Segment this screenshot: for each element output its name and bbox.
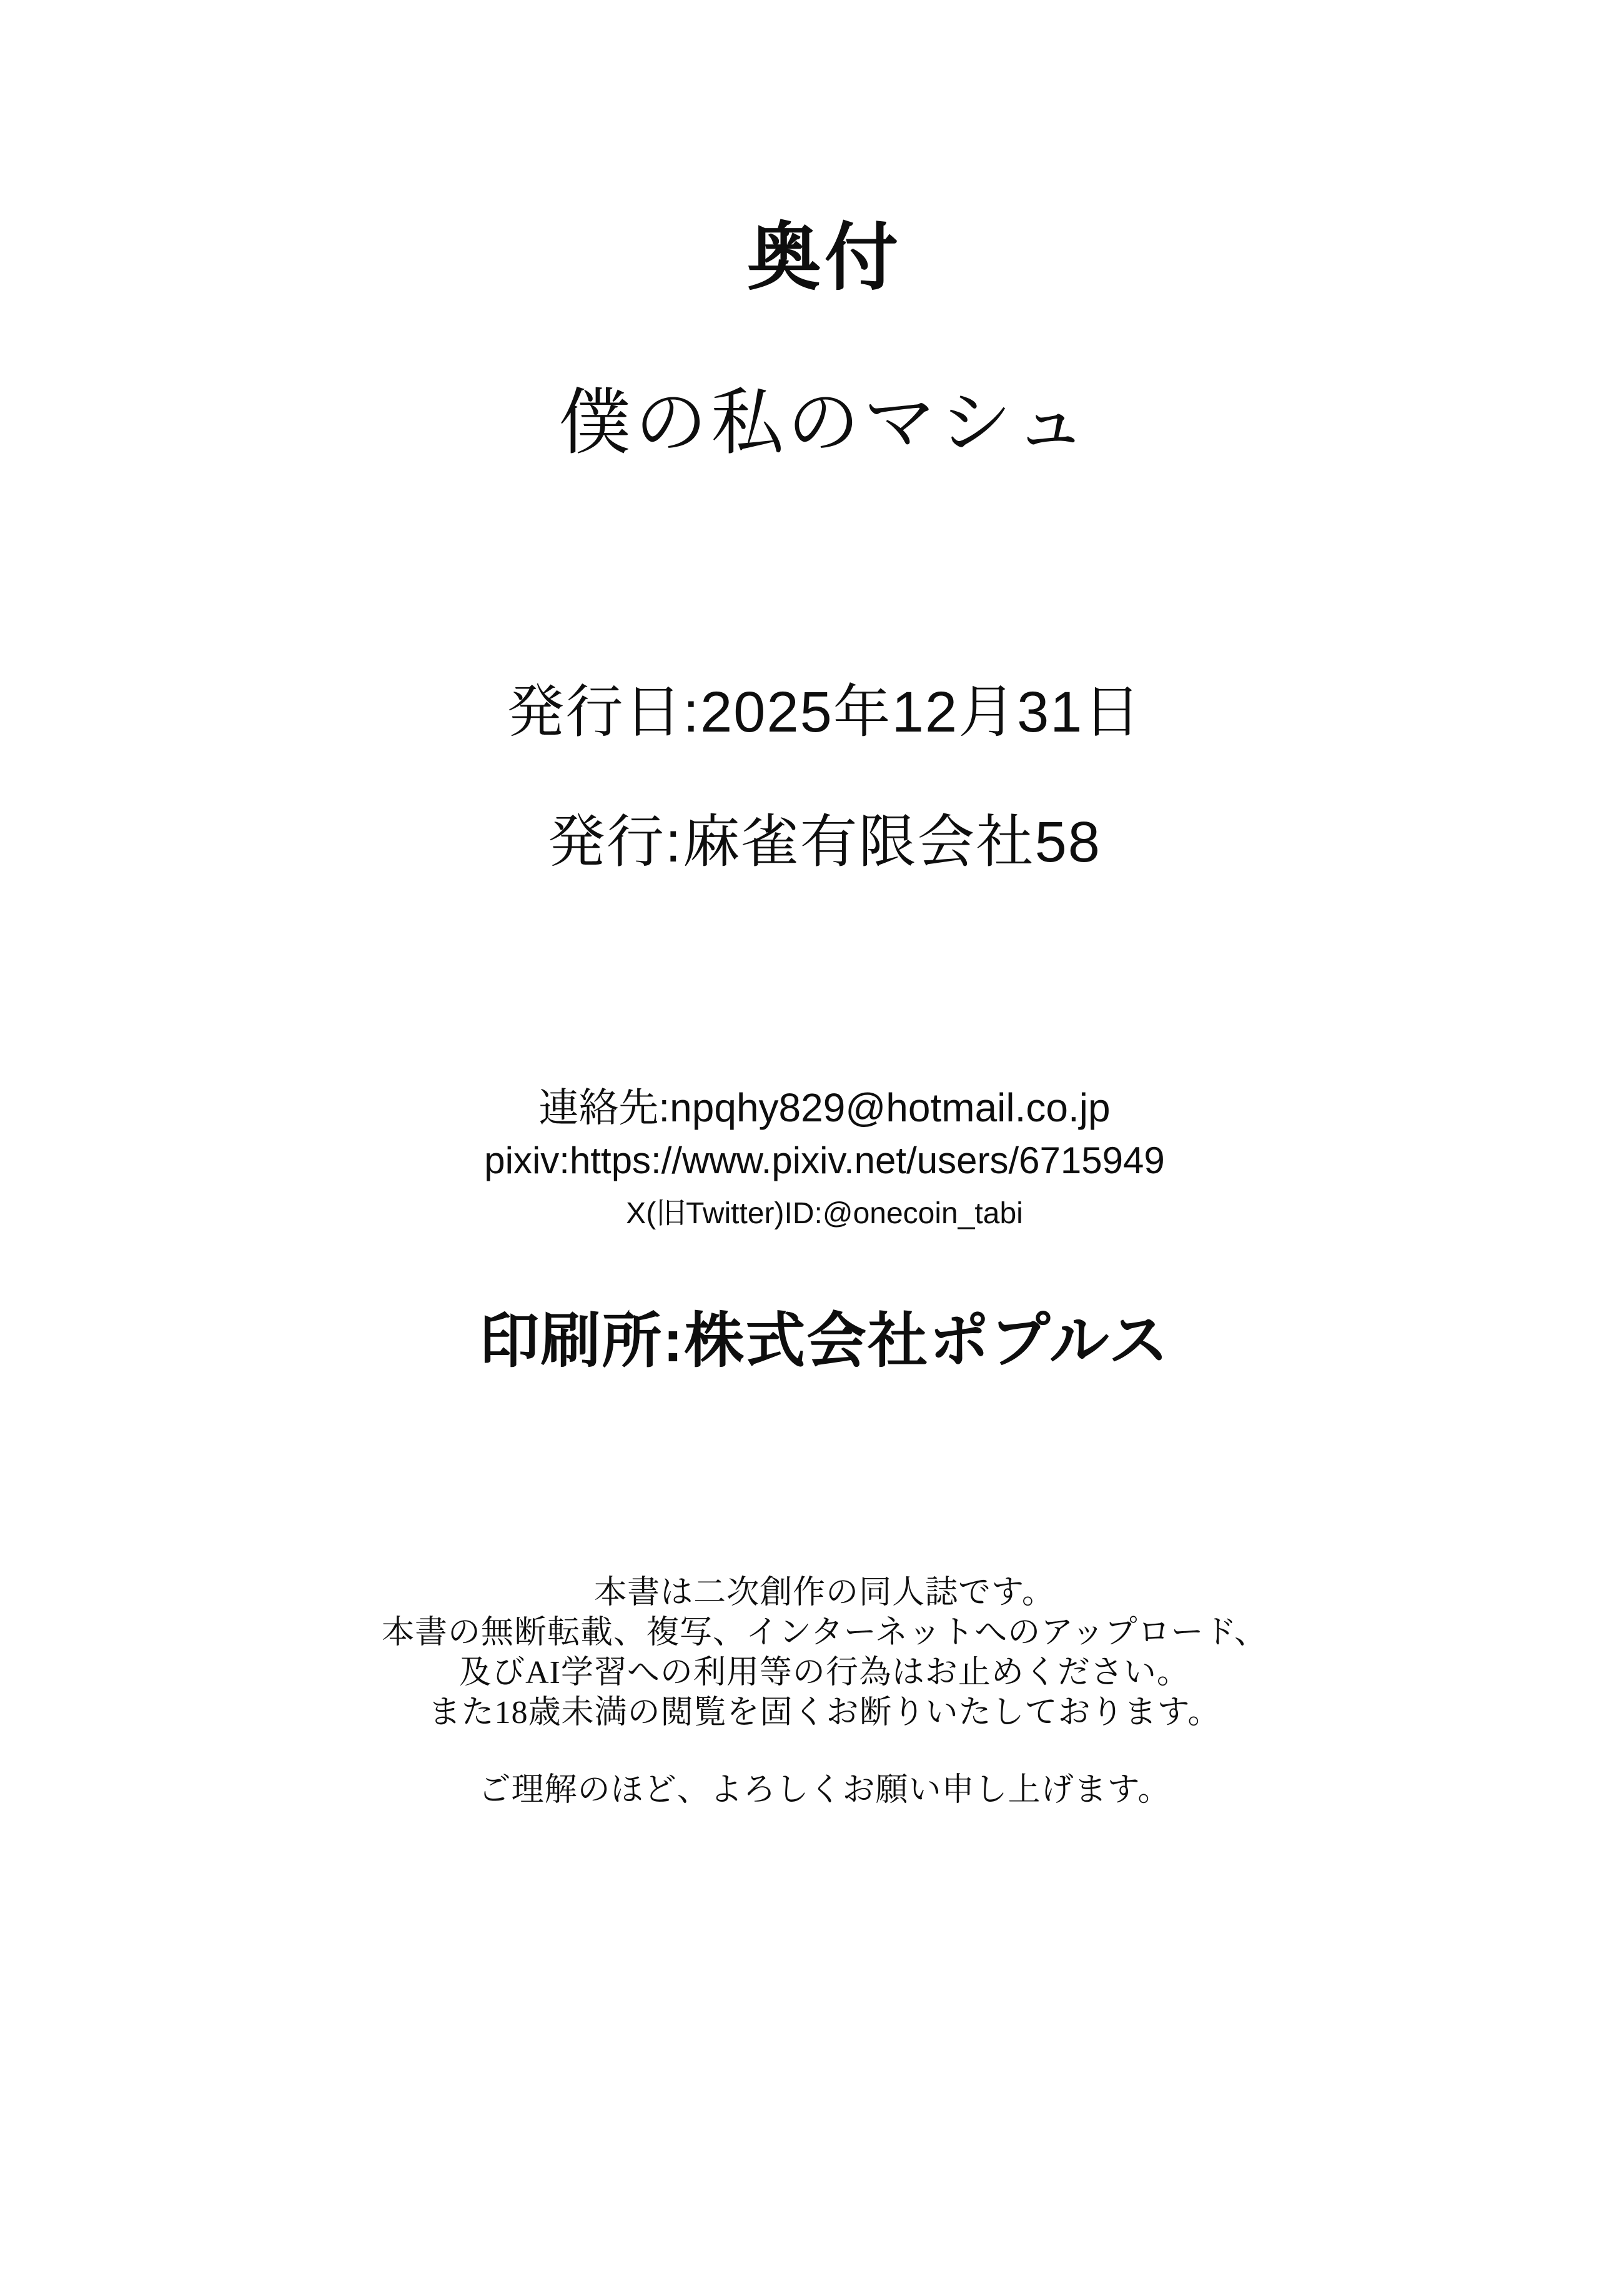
contact-email-line: 連絡先:npqhy829@hotmail.co.jp xyxy=(538,1085,1111,1130)
publication-date-line: 発行日:2025年12月31日 xyxy=(507,680,1142,744)
disclaimer-line-3: 及びAI学習への利用等の行為はお止めください。 xyxy=(459,1655,1190,1691)
disclaimer-line-1: 本書は二次創作の同人誌です。 xyxy=(594,1575,1055,1611)
page-title: 奥付 xyxy=(746,217,902,299)
contact-pixiv-line: pixiv:https://www.pixiv.net/users/6715949 xyxy=(484,1140,1165,1181)
publisher-line: 発行:麻雀有限会社58 xyxy=(548,810,1101,874)
disclaimer-line-4: また18歳未満の閲覧を固くお断りいたしております。 xyxy=(428,1695,1221,1730)
disclaimer-line-2: 本書の無断転載、複写、インターネットへのアップロード、 xyxy=(381,1615,1267,1651)
disclaimer-closing-line: ご理解のほど、よろしくお願い申し上げます。 xyxy=(478,1772,1171,1808)
printer-line: 印刷所:株式会社ポプルス xyxy=(479,1308,1170,1374)
book-title: 僕の私のマシュ xyxy=(558,382,1091,463)
contact-x-id-line: X(旧Twitter)ID:@onecoin_tabi xyxy=(626,1197,1023,1230)
